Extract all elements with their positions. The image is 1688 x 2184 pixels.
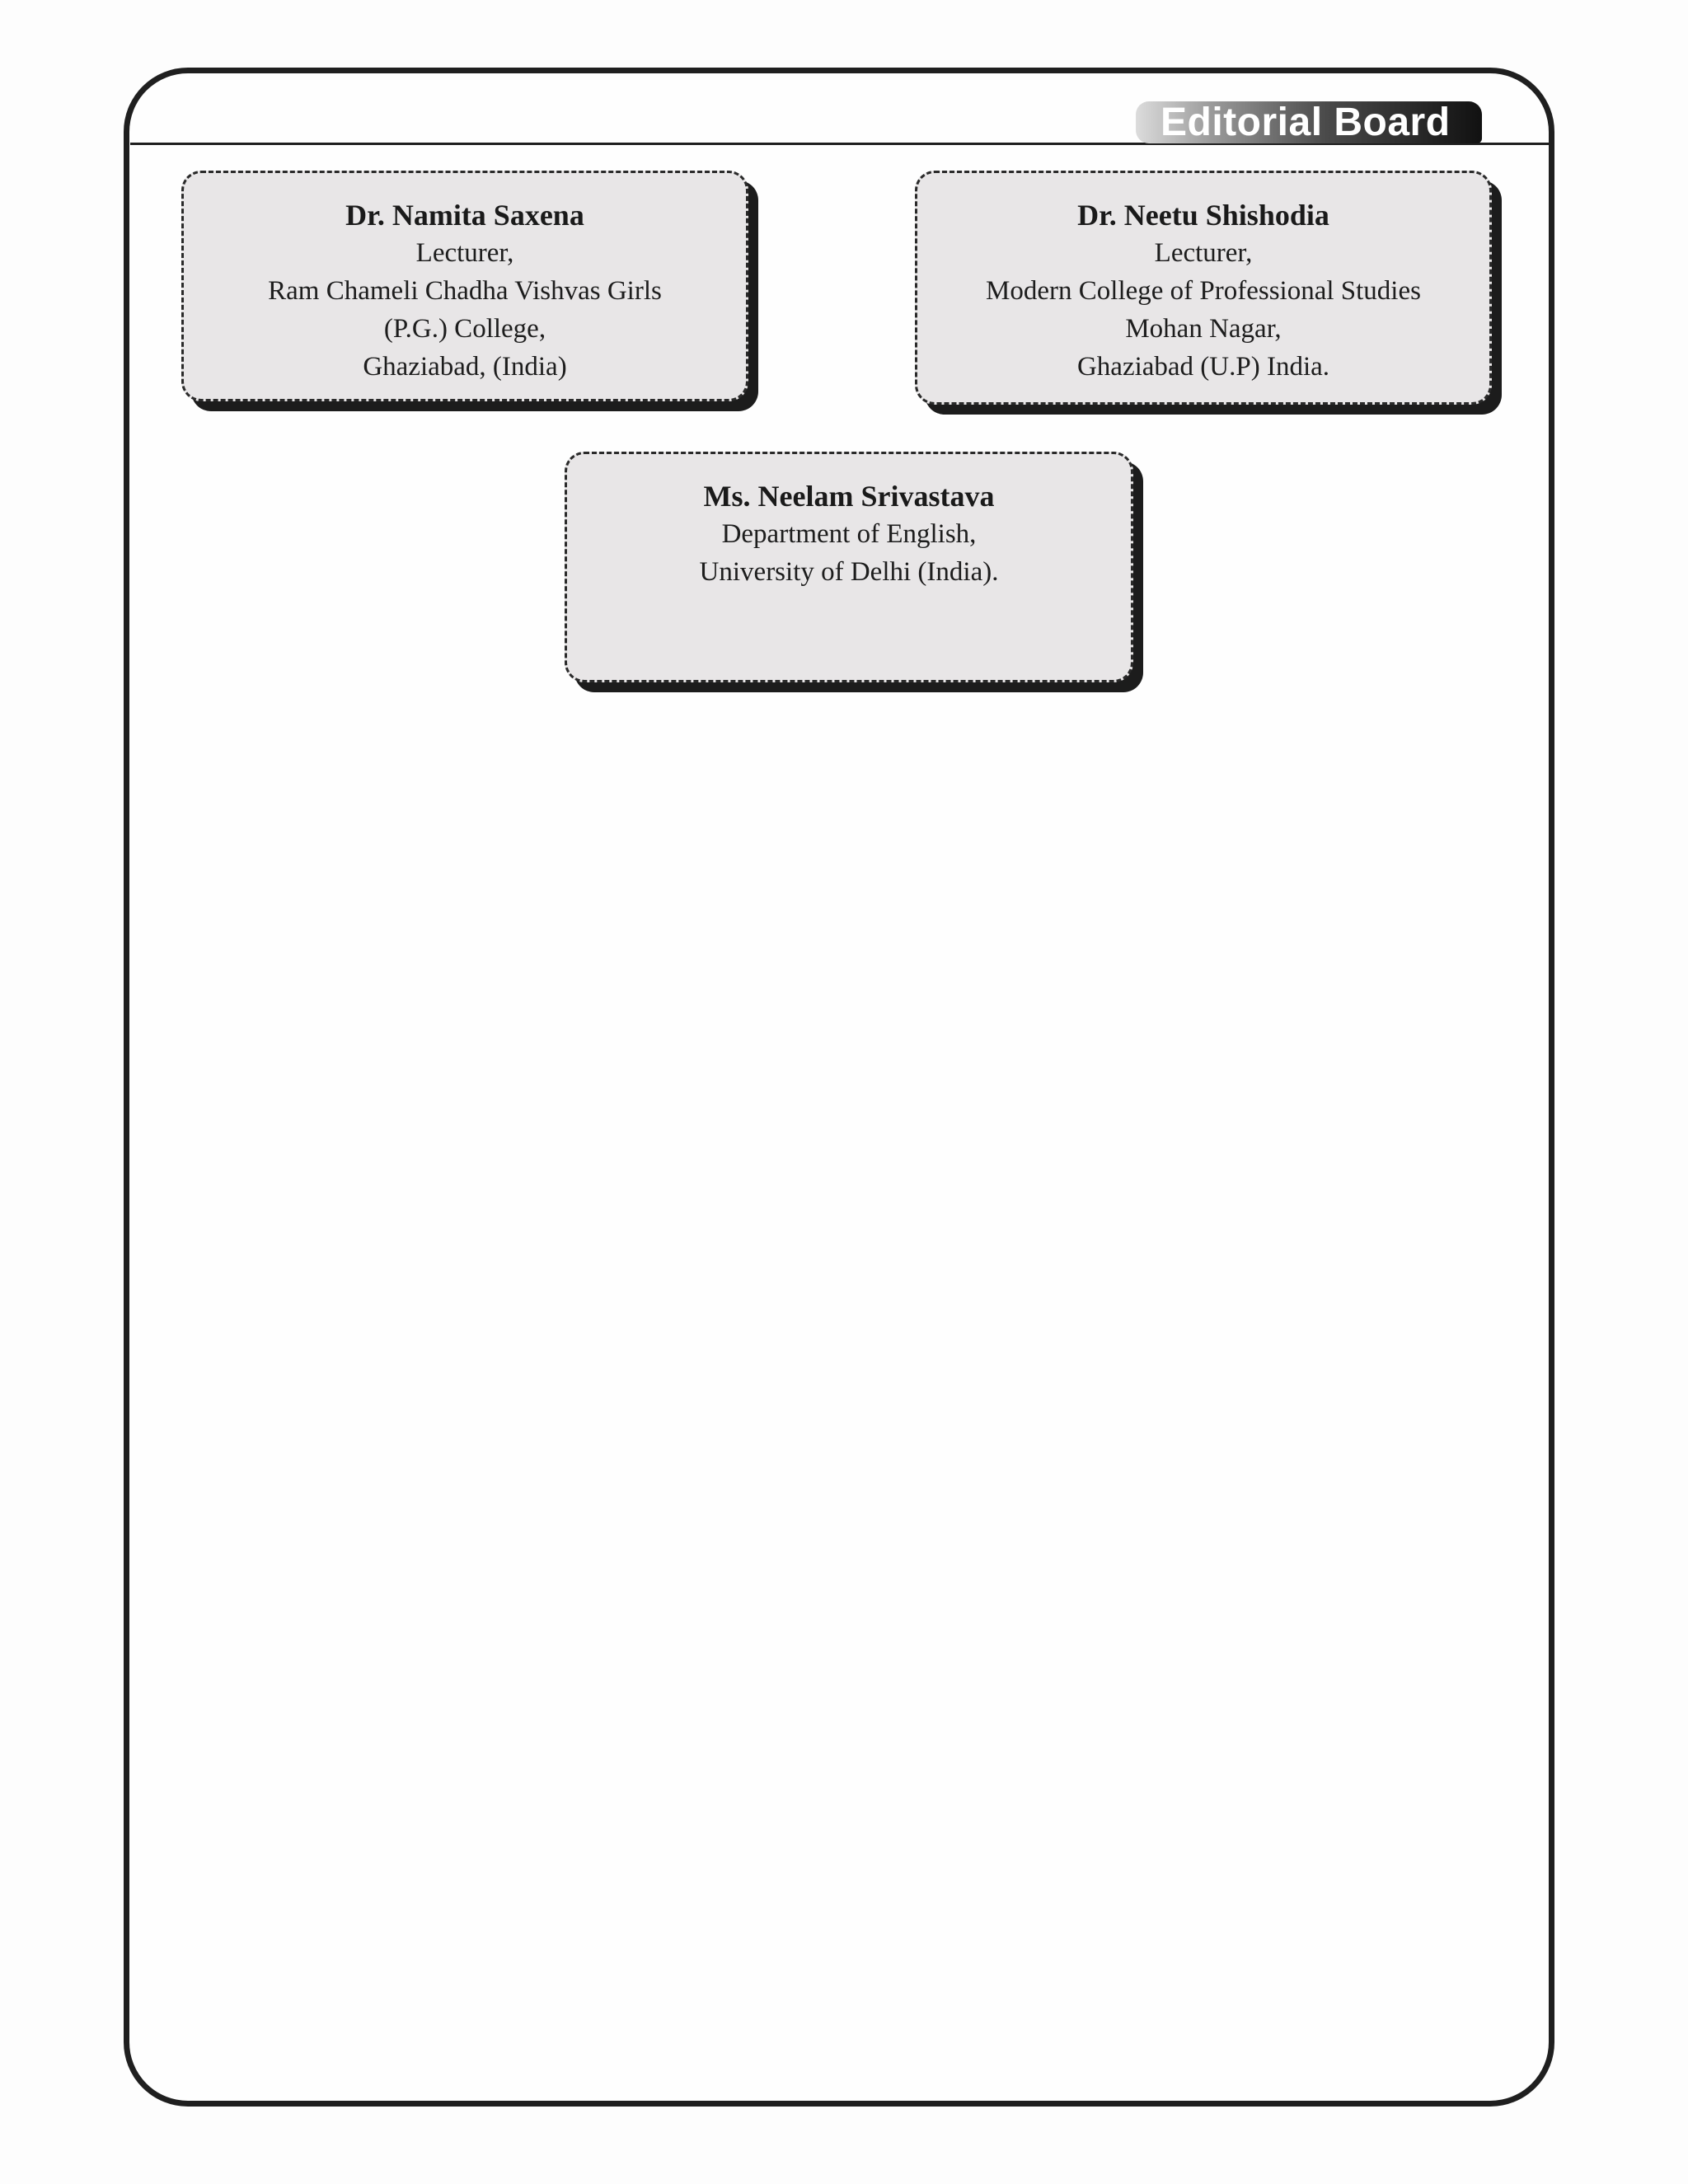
member-affiliation-line: Modern College of Professional Studies	[986, 276, 1421, 306]
member-affiliation-line: (P.G.) College,	[383, 314, 546, 344]
member-card-3	[565, 452, 1133, 682]
member-position: Lecturer,	[1154, 238, 1253, 268]
member-affiliation-line: Mohan Nagar,	[1125, 314, 1282, 344]
member-position: Lecturer,	[415, 238, 514, 268]
member-affiliation-line: Ram Chameli Chadha Vishvas Girls	[268, 276, 662, 306]
member-location: Ghaziabad (U.P) India.	[1076, 352, 1330, 382]
member-name: Dr. Neetu Shishodia	[1077, 199, 1329, 232]
member-location: Ghaziabad, (India)	[363, 352, 567, 382]
section-title-tab	[1136, 101, 1482, 143]
member-card-2	[915, 171, 1492, 405]
member-affiliation-line: Department of English,	[721, 519, 977, 549]
member-name: Dr. Namita Saxena	[345, 199, 584, 232]
member-card-1	[181, 171, 748, 401]
member-affiliation-line: University of Delhi (India).	[699, 557, 999, 587]
section-title: Editorial Board	[1160, 101, 1451, 144]
member-name: Ms. Neelam Srivastava	[703, 480, 995, 513]
